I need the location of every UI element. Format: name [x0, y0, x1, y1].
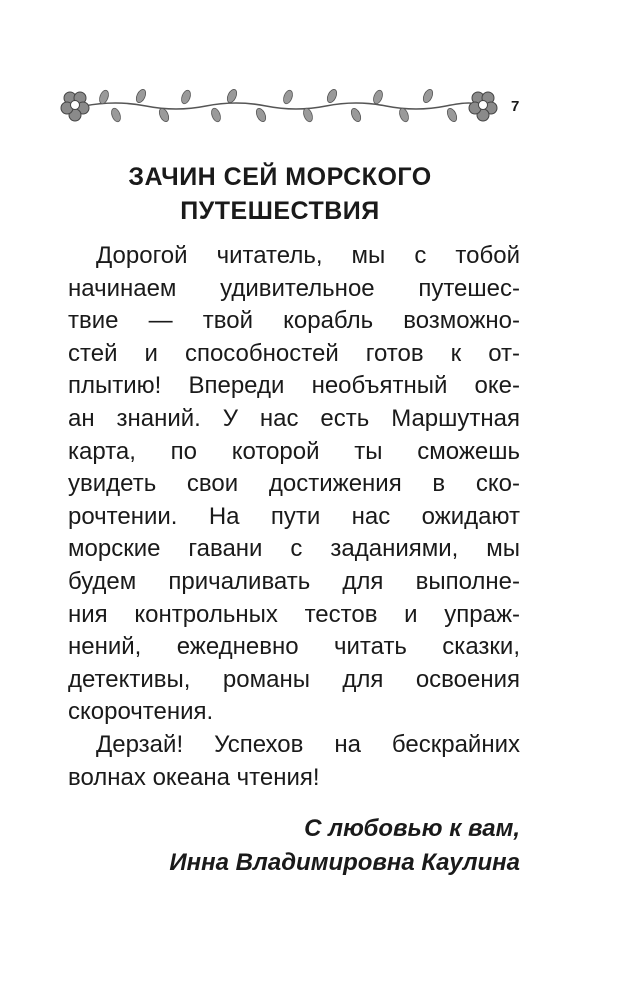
signature-line-1: С любовью к вам, — [304, 815, 520, 842]
page-title-line-2: ПУТЕШЕСТВИЯ — [180, 197, 380, 225]
text-line: стей и способностей готов к от- — [68, 339, 520, 367]
body-text — [68, 240, 520, 794]
text-line: ния контрольных тестов и упраж- — [68, 600, 520, 628]
page-title-line-1: ЗАЧИН СЕЙ МОРСКОГО — [128, 163, 432, 191]
text-line: Дерзай! Успехов на бескрайних — [96, 730, 520, 758]
text-line: начинаем удивительное путешес- — [68, 274, 520, 302]
text-line: плытию! Впереди необъятный оке- — [68, 372, 520, 400]
text-line: увидеть свои достижения в ско- — [68, 470, 520, 498]
paragraph-1 — [68, 240, 520, 729]
text-line: ан знаний. У нас есть Маршутная — [68, 404, 520, 432]
text-line: будем причаливать для выполне- — [68, 567, 520, 595]
text-line: рочтении. На пути нас ожидают — [68, 502, 520, 530]
text-line: карта, по которой ты сможешь — [68, 437, 520, 465]
text-line: волнах океана чтения! — [68, 763, 320, 791]
text-line: морские гавани с заданиями, мы — [68, 535, 520, 563]
signature — [100, 812, 520, 880]
flower-vine-ornament-icon — [56, 86, 502, 126]
text-line: нений, ежедневно читать сказки, — [68, 633, 520, 661]
text-line: твие — твой корабль возможно- — [68, 307, 520, 335]
text-line: скорочтения. — [68, 698, 214, 726]
paragraph-2 — [68, 729, 520, 794]
page-title — [60, 160, 500, 228]
signature-author-name: Инна Владимировна Каулина — [169, 849, 520, 876]
page-number: 7 — [511, 98, 520, 115]
text-line: Дорогой читатель, мы с тобой — [96, 242, 520, 269]
text-line: детективы, романы для освоения — [68, 665, 520, 693]
